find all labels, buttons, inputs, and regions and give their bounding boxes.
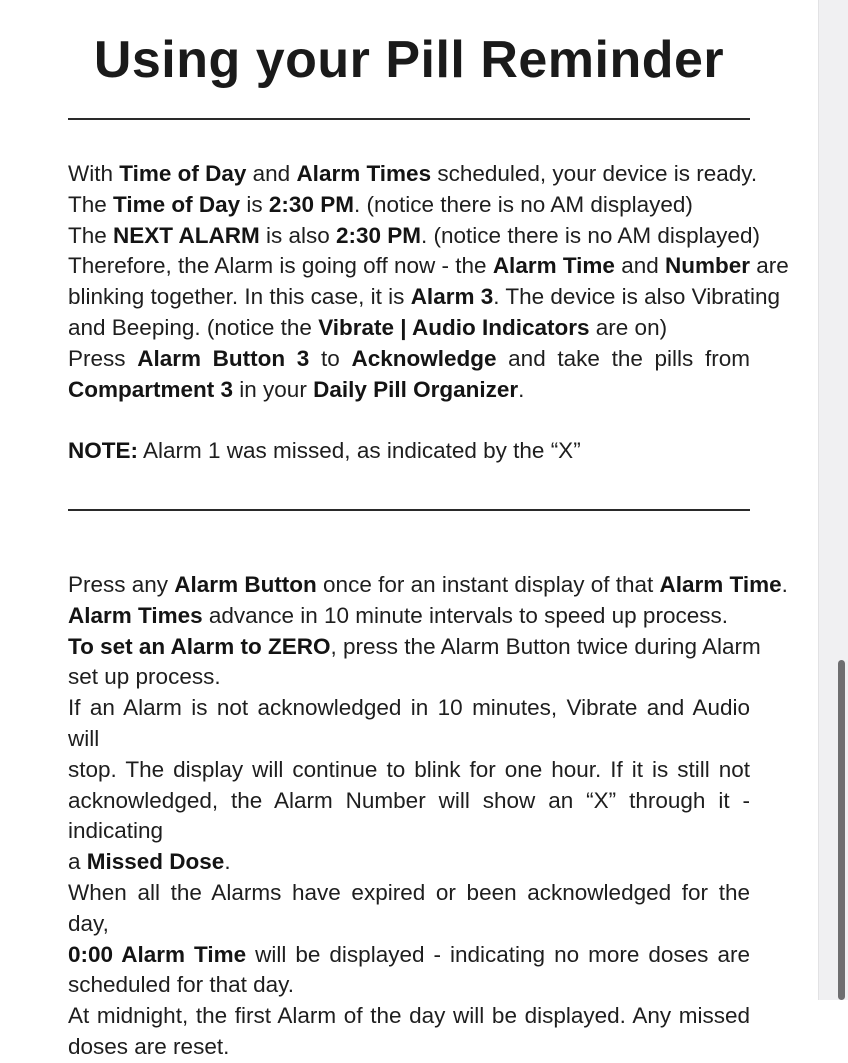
- paragraph-line: Press Alarm Button 3 to Acknowledge and take the pills from: [68, 345, 750, 371]
- paragraph-line: blinking together. In this case, it is Alarm 3. The device is also Vibrating: [68, 284, 781, 310]
- paragraph-line: Press any Alarm Button once for an instant display of that Alarm Time.: [68, 572, 788, 597]
- paragraph-line: and Beeping. (notice the Vibrate | Audio Indicators are on): [68, 314, 668, 340]
- paragraph-line: scheduled for that day.: [68, 972, 294, 998]
- paragraph-line: The NEXT ALARM is also 2:30 PM. (notice there is no AM displayed): [68, 222, 760, 248]
- paragraph-line: stop. The display will continue to blink for one hour. If it is still not: [68, 756, 750, 782]
- paragraph-line: To set an Alarm to ZERO, press the Alarm Button twice during Alarm: [68, 633, 761, 659]
- paragraph-line: doses are reset.: [68, 1033, 230, 1059]
- paragraph-line: Therefore, the Alarm is going off now - the Alarm Time and Number are: [68, 253, 789, 279]
- paragraph-line: If an Alarm is not acknowledged in 10 minutes, Vibrate and Audio will: [68, 695, 750, 751]
- ready-section: [68, 159, 789, 467]
- paragraph-line: At midnight, the first Alarm of the day will be displayed. Any missed: [68, 1003, 750, 1029]
- paragraph-line: 0:00 Alarm Time will be displayed - indicating no more doses are: [68, 941, 750, 967]
- paragraph-line: The Time of Day is 2:30 PM. (notice there is no AM displayed): [68, 191, 693, 217]
- paragraph-line: Alarm Times advance in 10 minute intervals to speed up process.: [68, 602, 728, 628]
- note-line: NOTE: Alarm 1 was missed, as indicated by the “X”: [68, 438, 581, 464]
- paragraph-line: When all the Alarms have expired or been acknowledged for the day,: [68, 879, 750, 936]
- paragraph-line: a Missed Dose.: [68, 849, 231, 875]
- paragraph-line: Compartment 3 in your Daily Pill Organizer.: [68, 376, 525, 402]
- paragraph-line: set up process.: [68, 664, 221, 690]
- paragraph-line: With Time of Day and Alarm Times scheduled, your device is ready.: [68, 161, 758, 186]
- top-divider: [68, 118, 750, 120]
- paragraph-gap: [68, 405, 750, 436]
- middle-divider: [68, 509, 750, 511]
- alarm-info-section: [68, 570, 788, 1063]
- page-title: Using your Pill Reminder: [93, 31, 725, 89]
- scrollbar-thumb[interactable]: [838, 660, 845, 1000]
- paragraph-line: acknowledged, the Alarm Number will show an “X” through it - indicating: [68, 787, 750, 844]
